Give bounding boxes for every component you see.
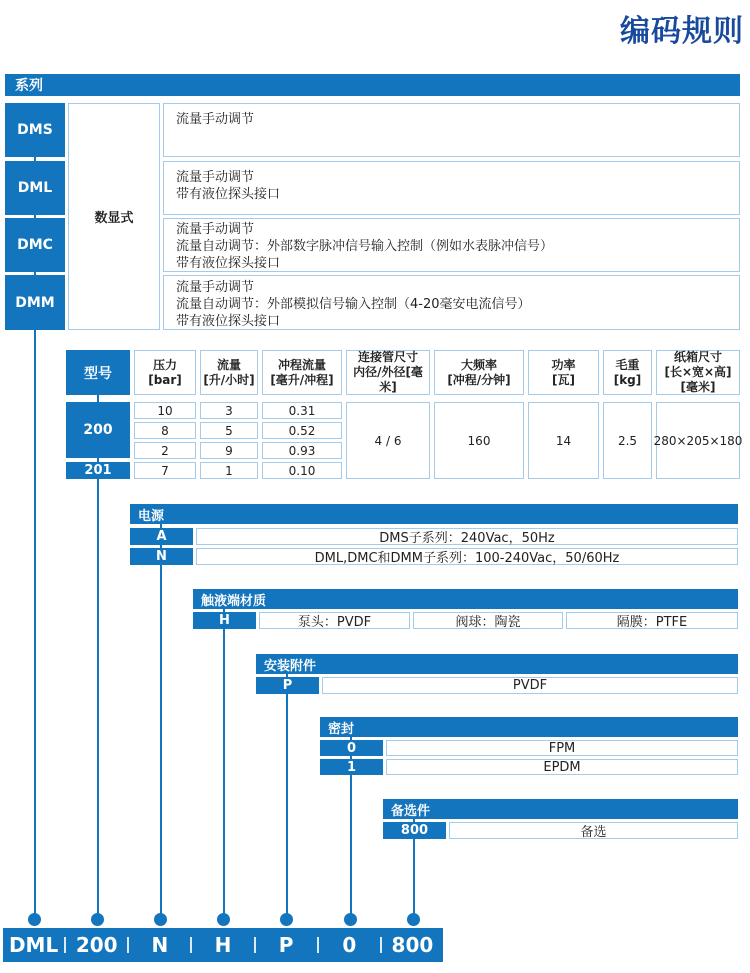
code-segment-option: 800 (391, 933, 434, 957)
model-code-bar (3, 928, 443, 962)
spec-col-tube-size (346, 350, 430, 395)
power-header-bar: 电源 (130, 504, 738, 524)
col-line: 纸箱尺寸 (673, 350, 722, 364)
seal-desc-0: FPM (386, 740, 738, 756)
col-line: 内径/外径[毫米] (353, 365, 423, 394)
seal-header-bar: 密封 (320, 717, 738, 737)
col-line: 大频率 (460, 357, 497, 372)
seal-code-1: 1 (320, 759, 383, 775)
spec-cell: 8 (134, 422, 196, 439)
desc-line: 带有液位探头接口 (176, 314, 281, 329)
spec-merged-frequency: 160 (434, 402, 524, 479)
desc-line: 流量手动调节 (176, 222, 255, 237)
desc-line: 流量自动调节：外部数字脉冲信号输入控制（例如水表脉冲信号） (176, 239, 554, 254)
spec-cell: 0.10 (262, 462, 342, 479)
series-code-dmm: DMM (5, 275, 65, 330)
spec-col-power (528, 350, 599, 395)
code-separator (254, 937, 256, 953)
model-201: 201 (66, 462, 130, 479)
code-separator (127, 937, 129, 953)
spec-col-flow (200, 350, 258, 395)
col-line: 连接管尺寸 (357, 350, 418, 364)
spec-cell: 0.31 (262, 402, 342, 419)
connector-line (223, 595, 225, 925)
col-line: [瓦] (552, 372, 575, 387)
series-code-dms: DMS (5, 103, 65, 157)
series-code-dmc: DMC (5, 218, 65, 272)
spec-cell: 5 (200, 422, 258, 439)
col-line: 毛重 (615, 357, 640, 372)
spec-merged-carton: 280×205×180 (656, 402, 740, 479)
spec-col-carton-size (656, 350, 740, 395)
series-header-bar: 系列 (5, 74, 740, 96)
series-code-dml: DML (5, 161, 65, 215)
spec-cell: 0.52 (262, 422, 342, 439)
series-desc-dmm (163, 275, 740, 330)
connector-dot (344, 913, 357, 926)
spec-merged-tube: 4 / 6 (346, 402, 430, 479)
connector-dot (280, 913, 293, 926)
spec-cell: 1 (200, 462, 258, 479)
spec-merged-weight: 2.5 (603, 402, 652, 479)
col-line: [bar] (148, 372, 182, 387)
options-desc: 备选 (449, 822, 738, 839)
col-line: 流量 (216, 357, 241, 372)
connector-dot (407, 913, 420, 926)
col-line: 功率 (551, 357, 576, 372)
power-code-a: A (130, 528, 193, 545)
code-separator (190, 937, 192, 953)
seal-desc-1: EPDM (386, 759, 738, 775)
col-line: 冲程流量 (277, 357, 326, 372)
col-line: [升/小时] (203, 372, 255, 387)
series-group-label: 数显式 (68, 103, 160, 330)
col-line: [长×宽×高][毫米] (664, 365, 732, 394)
wetted-pump-head: 泵头：PVDF (259, 612, 410, 629)
connector-dot (217, 913, 230, 926)
options-code-800: 800 (383, 822, 446, 839)
code-segment-power: N (151, 933, 169, 957)
connector-dot (28, 913, 41, 926)
desc-line: 带有液位探头接口 (176, 187, 281, 202)
wetted-material-header-bar: 触液端材质 (193, 589, 738, 609)
code-separator (64, 937, 66, 953)
power-code-n: N (130, 548, 193, 565)
code-segment-material: H (214, 933, 232, 957)
code-segment-seal: 0 (342, 933, 357, 957)
spec-merged-power: 14 (528, 402, 599, 479)
spec-cell: 2 (134, 442, 196, 459)
series-desc-dmc (163, 218, 740, 272)
col-line: 压力 (152, 357, 177, 372)
connector-dot (91, 913, 104, 926)
spec-col-weight (603, 350, 652, 395)
desc-line: 流量手动调节 (176, 112, 255, 127)
desc-line: 流量手动调节 (176, 280, 255, 295)
mounting-code-p: P (256, 677, 319, 694)
connector-dot (154, 913, 167, 926)
code-separator (380, 937, 382, 953)
col-line: [kg] (613, 372, 642, 387)
mounting-header-bar: 安装附件 (256, 654, 738, 674)
spec-col-stroke-volume (262, 350, 342, 395)
series-desc-dms (163, 103, 740, 157)
connector-line (286, 660, 288, 925)
code-segment-model: 200 (75, 933, 118, 957)
desc-line: 流量自动调节：外部模拟信号输入控制（4-20毫安电流信号） (176, 297, 531, 312)
col-line: [毫升/冲程] (270, 372, 334, 387)
desc-line: 带有液位探头接口 (176, 256, 281, 271)
connector-line (160, 510, 162, 925)
page-title: 编码规则 (620, 14, 744, 49)
mounting-desc: PVDF (322, 677, 738, 694)
seal-code-0: 0 (320, 740, 383, 756)
col-line: [冲程/分钟] (447, 372, 511, 387)
spec-cell: 10 (134, 402, 196, 419)
code-separator (317, 937, 319, 953)
spec-col-max-frequency (434, 350, 524, 395)
wetted-valve-ball: 阀球：陶瓷 (413, 612, 563, 629)
spec-cell: 9 (200, 442, 258, 459)
wetted-code-h: H (193, 612, 256, 629)
wetted-diaphragm: 隔膜：PTFE (566, 612, 738, 629)
power-desc-n: DML,DMC和DMM子系列：100-240Vac，50/60Hz (196, 548, 738, 565)
model-200: 200 (66, 402, 130, 458)
spec-cell: 3 (200, 402, 258, 419)
code-segment-series: DML (8, 933, 59, 957)
options-header-bar: 备选件 (383, 799, 738, 819)
series-desc-dml (163, 161, 740, 215)
spec-cell: 0.93 (262, 442, 342, 459)
desc-line: 流量手动调节 (176, 170, 255, 185)
spec-cell: 7 (134, 462, 196, 479)
spec-col-pressure (134, 350, 196, 395)
power-desc-a: DMS子系列：240Vac，50Hz (196, 528, 738, 545)
spec-model-header: 型号 (66, 350, 130, 395)
code-segment-mounting: P (278, 933, 294, 957)
